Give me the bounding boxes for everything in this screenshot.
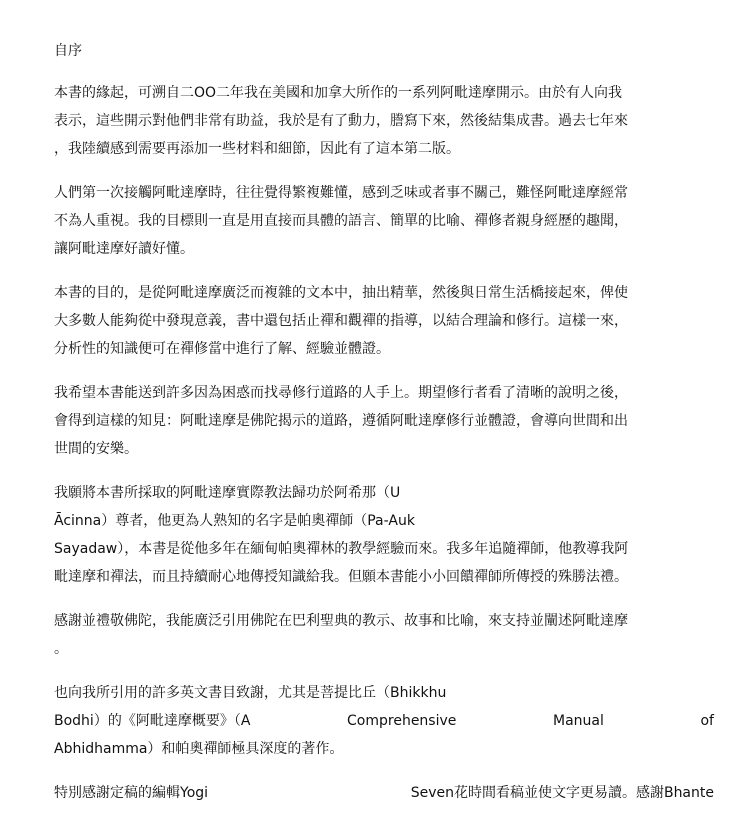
text-word: Manual — [553, 713, 604, 729]
text-line: 本書的緣起，可溯自二OO二年我在美國和加拿大所作的一系列阿毗達摩開示。由於有人向我 — [54, 85, 623, 101]
text-line: 會得到這樣的知見：阿毗達摩是佛陀揭示的道路，遵循阿毗達摩修行並體證，會導向世間和出 — [54, 413, 628, 429]
document-page — [54, 41, 714, 823]
text-word: Seven花時間看稿並使文字更易讀。感謝Bhante — [410, 785, 714, 801]
text-line: Ācinna）尊者，他更為人熟知的名字是帕奧禪師（Pa-Auk — [54, 513, 415, 529]
text-line: 毗達摩和禪法，而且持續耐心地傳授知識給我。但願本書能小小回饋禪師所傳授的殊勝法禮。 — [54, 569, 628, 585]
text-line: 大多數人能夠從中發現意義，書中還包括止禪和觀禪的指導，以結合理論和修行。這樣一來， — [54, 313, 628, 329]
text-line: 也向我所引用的許多英文書目致謝，尤其是菩提比丘（Bhikkhu — [54, 685, 447, 701]
text-line: Abhidhamma）和帕奧禪師極具深度的著作。 — [54, 741, 344, 757]
text-word: of — [700, 713, 714, 729]
text-line: 表示，這些開示對他們非常有助益，我於是有了動力，謄寫下來，然後結集成書。過去七年來 — [54, 113, 628, 129]
text-word: Comprehensive — [347, 713, 457, 729]
text-line: 分析性的知識便可在禪修當中進行了解、經驗並體證。 — [54, 341, 390, 357]
text-word: 特別感謝定稿的編輯Yogi — [54, 785, 209, 801]
paragraph-7 — [54, 679, 714, 763]
paragraph-8 — [54, 779, 714, 807]
text-line: 世間的安樂。 — [54, 441, 138, 457]
text-line: 。 — [54, 641, 68, 657]
page-title: 自序 — [54, 43, 82, 59]
text-line: ，我陸續感到需要再添加一些材料和細節，因此有了這本第二版。 — [54, 141, 460, 157]
paragraph-6 — [54, 607, 714, 663]
text-line: 不為人重視。我的目標則一直是用直接而具體的語言、簡單的比喻、禪修者親身經歷的趣聞， — [54, 213, 628, 229]
text-line: 我希望本書能送到許多因為困惑而找尋修行道路的人手上。期望修行者看了清晰的說明之後， — [54, 385, 628, 401]
text-word: Bodhi）的《阿毗達摩概要》（A — [54, 713, 251, 729]
text-line: 本書的目的，是從阿毗達摩廣泛而複雜的文本中，抽出精華，然後與日常生活橋接起來，俾使 — [54, 285, 628, 301]
text-line: 讓阿毗達摩好讀好懂。 — [54, 241, 194, 257]
paragraph-3 — [54, 279, 714, 363]
text-line: 人們第一次接觸阿毗達摩時，往往覺得繁複難懂，感到乏味或者事不關己，難怪阿毗達摩經常 — [54, 185, 628, 201]
text-line: 我願將本書所採取的阿毗達摩實際教法歸功於阿希那（U — [54, 485, 401, 501]
justified-text-line — [54, 707, 714, 735]
justified-text-line — [54, 779, 714, 807]
paragraph-4 — [54, 379, 714, 463]
paragraph-1 — [54, 79, 714, 163]
paragraph-5 — [54, 479, 714, 591]
text-line: Sayadaw），本書是從他多年在緬甸帕奧禪林的教學經驗而來。我多年追隨禪師，他教導我阿 — [54, 541, 629, 557]
paragraph-2 — [54, 179, 714, 263]
text-line: 感謝並禮敬佛陀，我能廣泛引用佛陀在巴利聖典的教示、故事和比喻，來支持並闡述阿毗達摩 — [54, 613, 628, 629]
